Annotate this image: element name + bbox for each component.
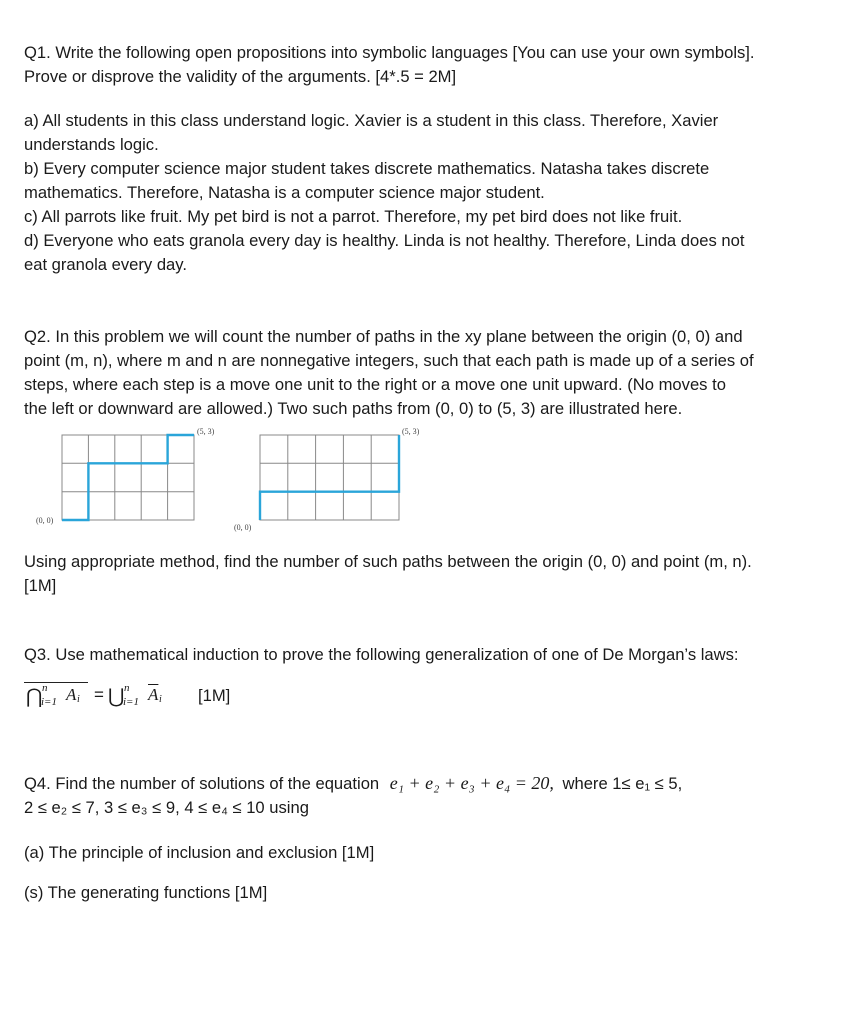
q4-a-text: (a) The principle of inclusion and exclusion [1M] xyxy=(24,843,375,862)
union-symbol: ⋃ xyxy=(108,686,125,708)
q2-text xyxy=(24,325,860,421)
lhs-index: i xyxy=(77,694,80,705)
q4-line1 xyxy=(24,771,860,796)
q3-text xyxy=(24,643,860,667)
q2-line2: point (m, n), where m and n are nonnegative integers, such that each path is made up of a series of xyxy=(24,351,754,370)
q4-part-a xyxy=(24,841,860,865)
q2-ask-line1: Using appropriate method, find the number of such paths between the origin (0, 0) and point (m, n). xyxy=(24,552,752,571)
q4-constraint-1: where 1≤ e₁ ≤ 5, xyxy=(562,774,683,793)
q4-part-s xyxy=(24,881,860,905)
q2-ask-line2: [1M] xyxy=(24,576,57,595)
q2-question xyxy=(24,550,860,598)
q4-s-text: (s) The generating functions [1M] xyxy=(24,883,268,902)
fig2-end-label: (5, 3) xyxy=(402,427,420,436)
de-morgan-formula xyxy=(24,682,424,722)
q1-a-line1: a) All students in this class understand logic. Xavier is a student in this class. Therefore, Xavier xyxy=(24,111,719,130)
lhs-set: A xyxy=(66,685,77,704)
lattice-path-figures xyxy=(24,425,444,535)
lhs-overline xyxy=(24,682,88,683)
rhs-sup: n xyxy=(124,682,130,694)
fig1-origin-label: (0, 0) xyxy=(36,516,54,525)
q4-text xyxy=(24,771,860,820)
q2-line3: steps, where each step is a move one unit to the right or a move one unit upward. (No moves to xyxy=(24,375,726,394)
q3-line1: Q3. Use mathematical induction to prove the following generalization of one of De Morgan’s laws: xyxy=(24,645,739,664)
q2-line4: the left or downward are allowed.) Two such paths from (0, 0) to (5, 3) are illustrated here. xyxy=(24,399,683,418)
q1-b-line2: mathematics. Therefore, Natasha is a computer science major student. xyxy=(24,183,545,202)
q2-line1: Q2. In this problem we will count the number of paths in the xy plane between the origin (0, 0) and xyxy=(24,327,743,346)
q1-heading xyxy=(24,41,860,89)
fig2-origin-label: (0, 0) xyxy=(234,523,252,532)
intersection-symbol: ⋂ xyxy=(26,686,43,708)
rhs-index: i xyxy=(159,694,162,705)
lhs-sub: i=1 xyxy=(41,696,57,708)
q4-line2: 2 ≤ e₂ ≤ 7, 3 ≤ e₃ ≤ 9, 4 ≤ e₄ ≤ 10 using xyxy=(24,798,309,817)
q1-heading-line1: Q1. Write the following open propositions into symbolic languages [You can use your own symbols]. xyxy=(24,43,755,62)
rhs-sub: i=1 xyxy=(123,696,139,708)
q1-a-line2: understands logic. xyxy=(24,135,159,154)
equals-sign: = xyxy=(94,685,104,704)
q1-c-line1: c) All parrots like fruit. My pet bird is not a parrot. Therefore, my pet bird does not like fruit. xyxy=(24,207,683,226)
q1-heading-line2: Prove or disprove the validity of the arguments. [4*.5 = 2M] xyxy=(24,67,457,86)
q4-intro: Q4. Find the number of solutions of the equation xyxy=(24,774,380,793)
figure-path-2 xyxy=(234,427,420,532)
q1-d-line2: eat granola every day. xyxy=(24,255,187,274)
q1-d-line1: d) Everyone who eats granola every day is healthy. Linda is not healthy. Therefore, Linda does not xyxy=(24,231,745,250)
figure-path-1 xyxy=(36,427,215,525)
q4-equation: e₁ + e₂ + e₃ + e₄ = 20, xyxy=(389,773,554,793)
q1-b-line1: b) Every computer science major student takes discrete mathematics. Natasha takes discrete xyxy=(24,159,710,178)
rhs-set: $\overline{A}$ xyxy=(148,685,159,704)
path-2-line xyxy=(260,435,399,520)
path-1-line xyxy=(62,435,194,520)
q1-parts xyxy=(24,109,860,277)
q3-marks: [1M] xyxy=(198,686,231,705)
fig1-end-label: (5, 3) xyxy=(197,427,215,436)
lhs-sup: n xyxy=(42,682,48,694)
